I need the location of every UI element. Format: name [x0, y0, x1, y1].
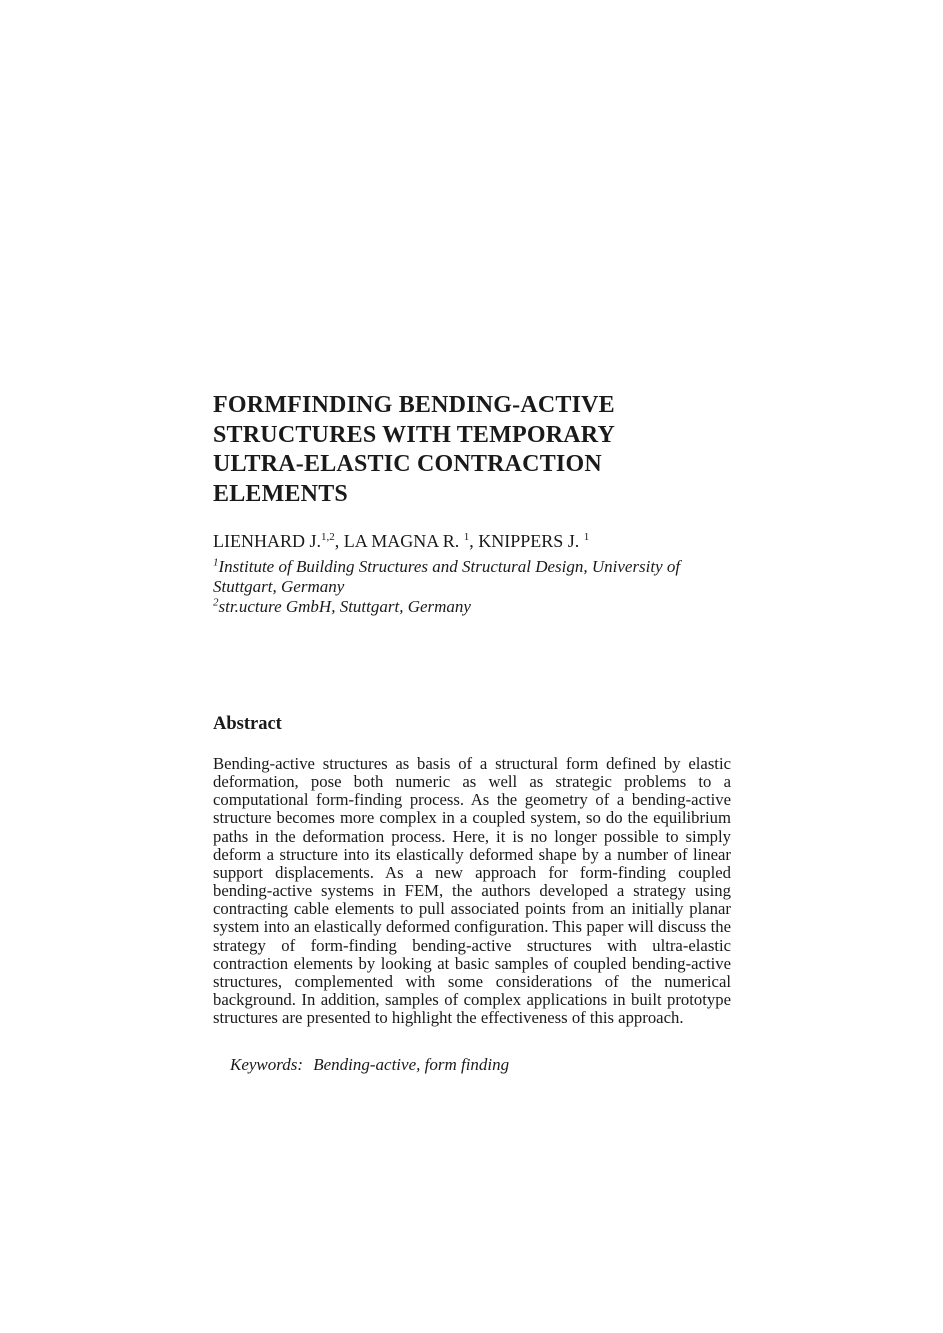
paper-title-line-4: ELEMENTS — [213, 480, 348, 507]
keywords-label: Keywords: — [230, 1055, 304, 1074]
paper-title-line-2: STRUCTURES WITH TEMPORARY — [213, 421, 616, 448]
paper-title-line-1: FORMFINDING BENDING-ACTIVE — [213, 392, 615, 418]
author-affiliation-marker: 1 — [583, 531, 590, 543]
affiliation-2 — [213, 597, 731, 617]
affiliation-2-marker: 2 — [213, 595, 219, 608]
paper-title-line-3: ULTRA-ELASTIC CONTRACTION — [213, 451, 602, 477]
author-name: , KNIPPERS J. — [469, 531, 584, 551]
paper-title — [213, 391, 731, 509]
abstract-heading: Abstract — [213, 714, 282, 734]
affiliation-1 — [213, 557, 731, 597]
author-affiliation-marker: 1 — [463, 531, 470, 543]
keywords-line — [213, 1033, 731, 1096]
affiliation-2-text: str.ucture GmbH, Stuttgart, Germany — [218, 596, 471, 616]
affiliations — [213, 557, 731, 616]
author-name: LIENHARD J. — [213, 531, 321, 551]
keywords-value: Bending-active, form finding — [313, 1055, 510, 1074]
affiliation-1-text: Institute of Building Structures and Structural Design, University of Stuttgart, Germany — [213, 557, 681, 596]
authors-line — [213, 530, 731, 552]
affiliation-1-marker: 1 — [213, 556, 219, 569]
author-name: , LA MAGNA R. — [334, 531, 464, 551]
abstract-body: Bending-active structures as basis of a structural form defined by elastic deformation, pose both numeric as well as strategic problems to a computational form-finding process. As the geometry of a bending-active structure becomes more complex in a coupled system, so do the equilibrium paths in the deformation process. Here, it is no longer possible to simply deform a structure into its elastically deformed shape by a number of linear support displacements. As a new approach for form-finding coupled bending-active systems in FEM, the authors developed a strategy using contracting cable elements to pull associated points from an initially planar system into an elastically deformed configuration. This paper will discuss the strategy of form-finding bending-active structures with ultra-elastic contraction elements by looking at basic samples of coupled bending-active structures, complemented with some considerations of the numerical background. In addition, samples of complex applications in built prototype structures are presented to highlight the effectiveness of this approach. — [213, 754, 731, 1028]
author-affiliation-marker: 1,2 — [321, 531, 335, 543]
